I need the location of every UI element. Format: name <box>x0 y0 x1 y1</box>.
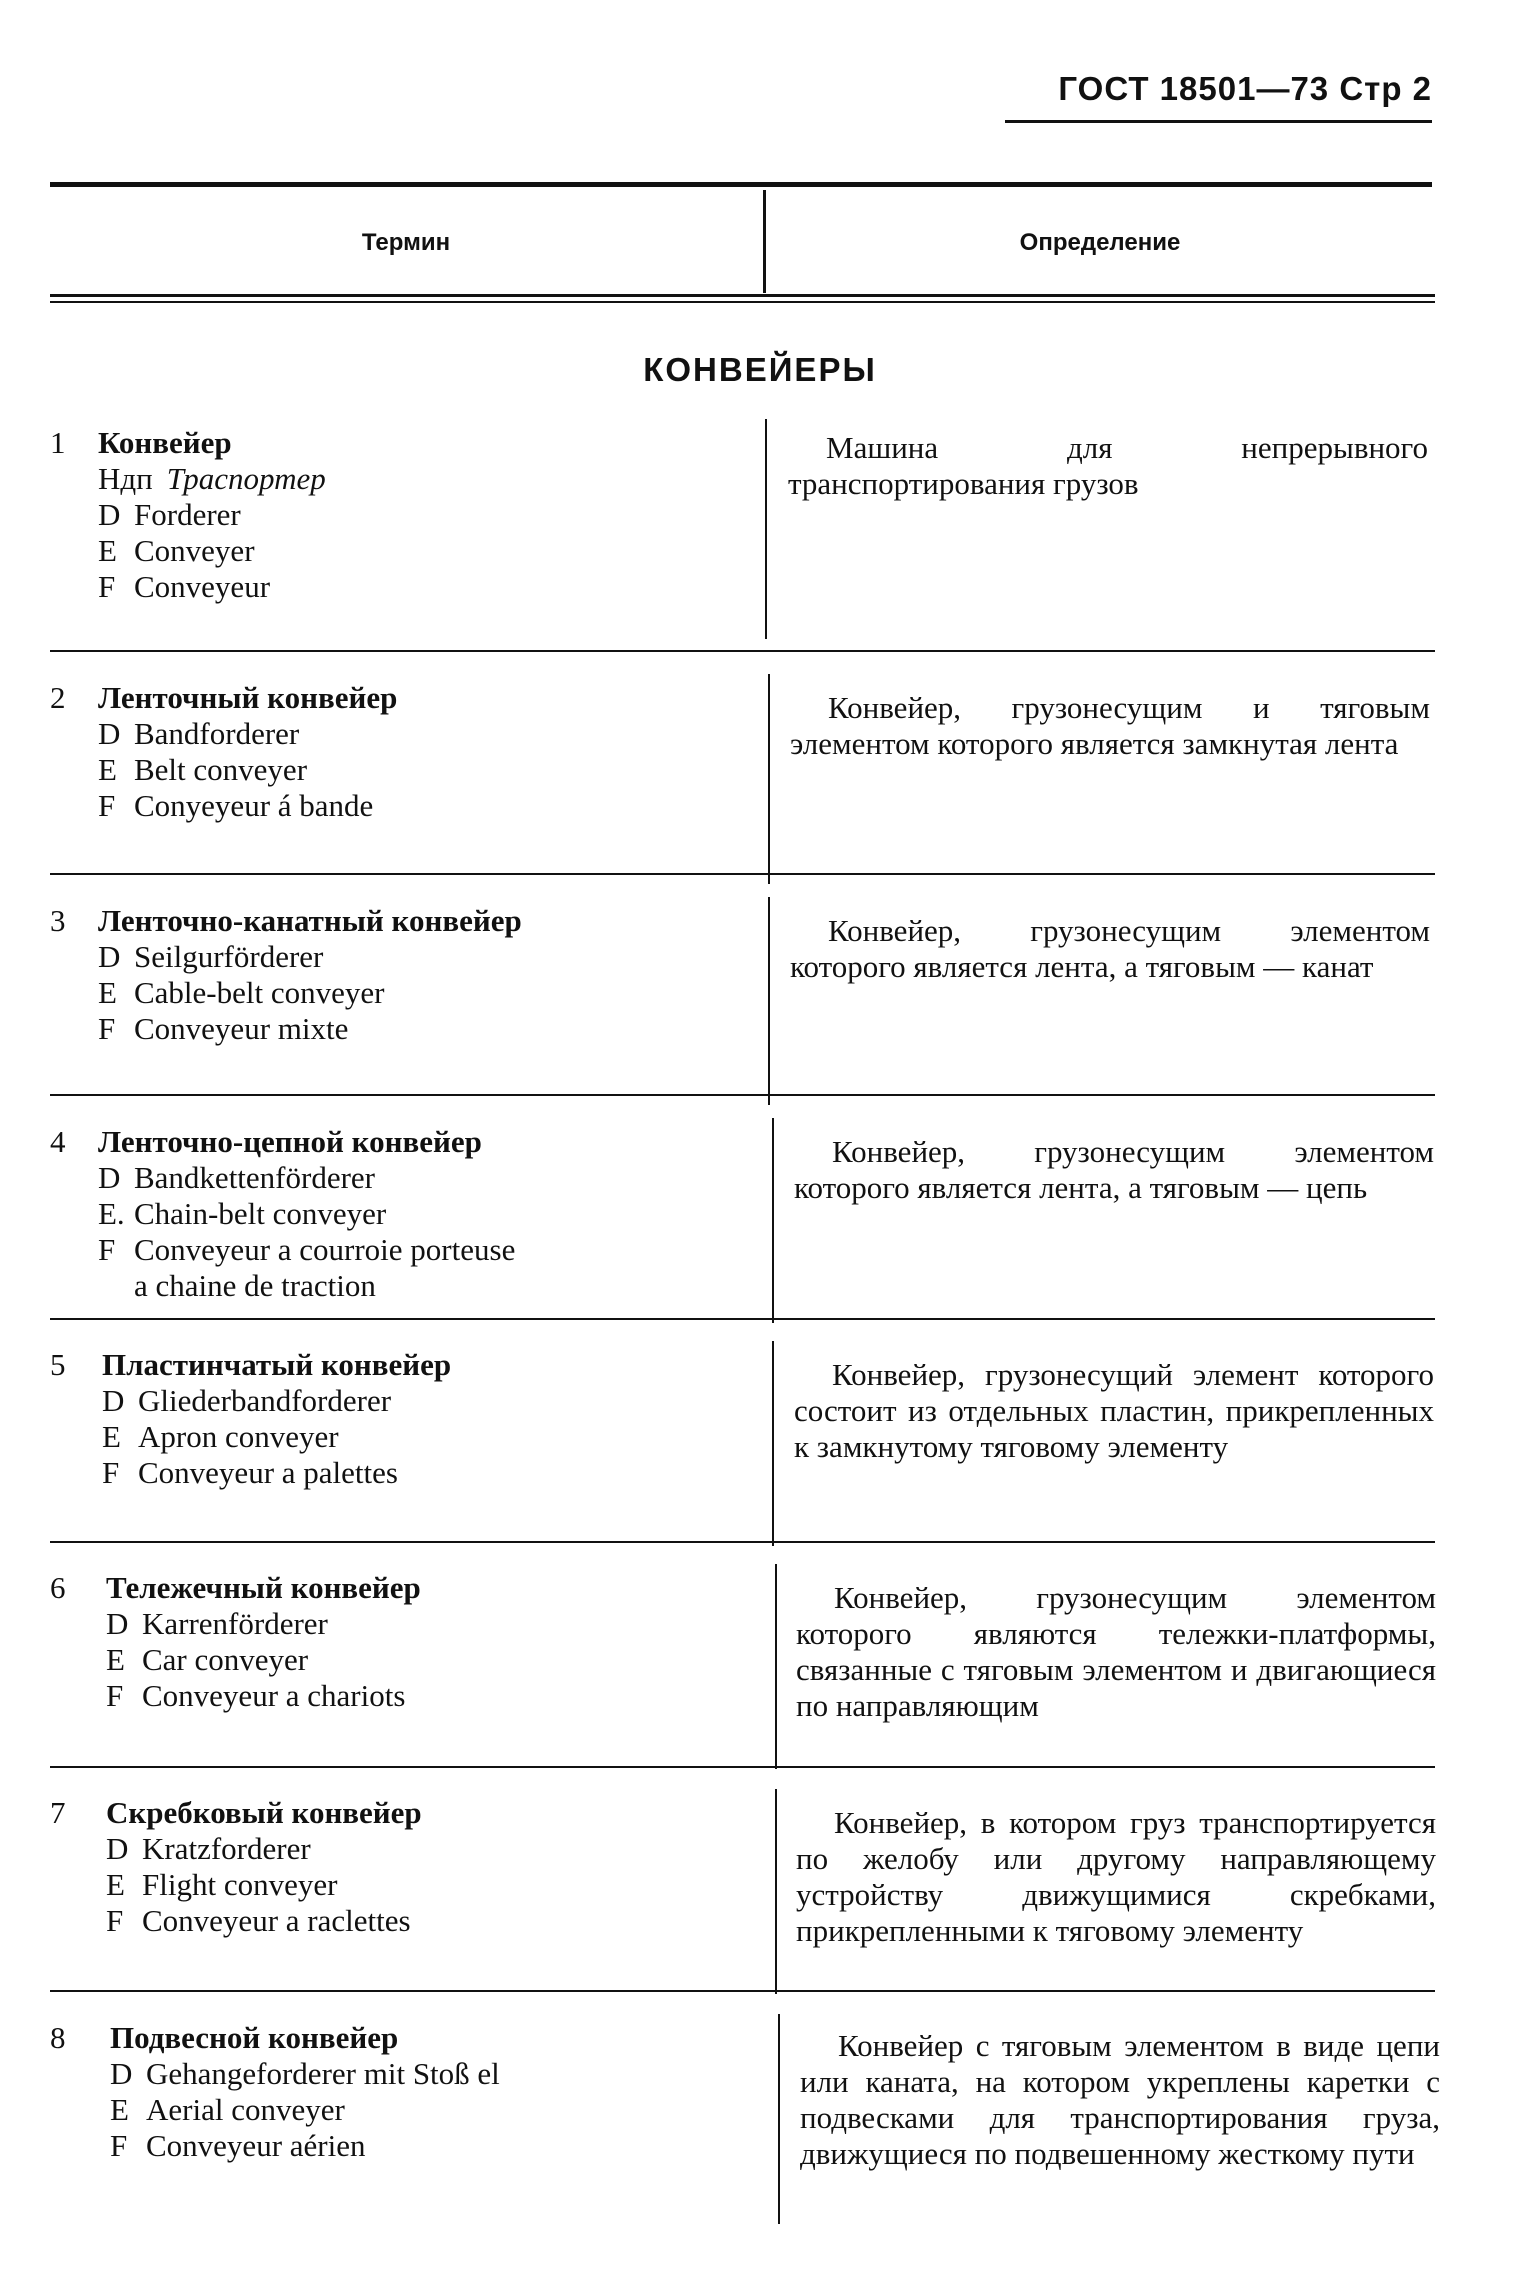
term-translation <box>106 1867 750 1903</box>
term-column <box>50 1347 750 1491</box>
term-translation <box>98 1232 750 1268</box>
translation-text: Karrenförderer <box>142 1606 328 1641</box>
term-column <box>50 1124 750 1304</box>
term-translation <box>98 975 750 1011</box>
translation-text: Conveyeur a palettes <box>138 1455 398 1490</box>
translation-text: Conveyeur a chariots <box>142 1678 406 1713</box>
translation-text: Kratzforderer <box>142 1831 311 1866</box>
term-translation <box>98 461 750 497</box>
language-code: E <box>98 533 117 568</box>
section-title: КОНВЕЙЕРЫ <box>643 351 877 388</box>
term-entry <box>50 1570 1445 1780</box>
language-code: D <box>106 1606 129 1641</box>
term-text-block <box>98 903 750 1047</box>
column-heading-term: Термин <box>361 229 451 256</box>
term-name: Ленточно-цепной конвейер <box>98 1124 482 1159</box>
term-column <box>50 1570 750 1714</box>
translation-text: Gehangeforderer mit Stoß el <box>146 2056 500 2091</box>
term-name: Конвейер <box>98 425 232 460</box>
term-translation <box>98 752 750 788</box>
entry-separator <box>50 1541 1435 1543</box>
definition-text: Конвейер, грузонесущий элемент которого состоит из отдельных пластин, прикрепленных к замкнутому тяговому элементу <box>794 1357 1434 1464</box>
term-number: 8 <box>50 2020 66 2055</box>
language-code: E. <box>98 1196 125 1231</box>
term-translation <box>110 2056 750 2092</box>
term-entry <box>50 425 1445 650</box>
language-code: Ндп <box>98 461 153 496</box>
header-double-rule-a <box>50 294 1435 297</box>
term-text-block <box>98 1124 750 1304</box>
definition-text: Конвейер, грузонесущим элементом которого является лента, а тяговым — цепь <box>794 1134 1434 1205</box>
column-divider <box>772 1118 774 1323</box>
term-name: Ленточно-канатный конвейер <box>98 903 522 938</box>
definition-text: Конвейер, грузонесущим и тяговым элементом которого является замкнутая лента <box>790 690 1430 761</box>
term-translation <box>98 1196 750 1232</box>
translation-text: Bandforderer <box>134 716 300 751</box>
header-column-divider <box>763 190 766 293</box>
language-code: F <box>98 1232 116 1267</box>
translation-text: Conveyer <box>134 533 255 568</box>
language-code: D <box>98 497 121 532</box>
term-text-block <box>106 1570 750 1714</box>
term-number: 7 <box>50 1795 66 1830</box>
term-translation <box>98 939 750 975</box>
column-divider <box>765 419 767 639</box>
term-translation <box>102 1383 750 1419</box>
translation-text: Gliederbandforderer <box>138 1383 392 1418</box>
translation-text: Conveyeur aérien <box>146 2128 366 2163</box>
language-code: F <box>98 788 116 823</box>
translation-text: Conveyeur a raclettes <box>142 1903 411 1938</box>
term-entry <box>50 2020 1445 2235</box>
definition-text: Конвейер с тяговым элементом в виде цепи или каната, на котором укреплены каретки с подвесками для транспортирования груза, движущиеся по подвешенному жесткому пути <box>800 2028 1440 2171</box>
term-text-block <box>98 425 750 605</box>
entry-separator <box>50 1990 1435 1992</box>
term-number: 4 <box>50 1124 66 1159</box>
language-code: D <box>102 1383 125 1418</box>
term-column <box>50 1795 750 1939</box>
term-number: 6 <box>50 1570 66 1605</box>
language-code: D <box>98 716 121 751</box>
term-text-block <box>102 1347 750 1491</box>
term-text-block <box>106 1795 750 1939</box>
header-underline <box>1005 120 1432 123</box>
term-translation <box>102 1455 750 1491</box>
term-column <box>50 425 750 605</box>
column-divider <box>768 674 770 884</box>
term-number: 3 <box>50 903 66 938</box>
term-entry <box>50 1795 1445 2005</box>
definition-text: Машина для непрерывного транспортирования грузов <box>788 430 1428 501</box>
term-name: Тележечный конвейер <box>106 1570 421 1605</box>
term-entry <box>50 1347 1445 1557</box>
translation-text: Flight conveyer <box>142 1867 338 1902</box>
term-translation <box>98 1011 750 1047</box>
term-number: 1 <box>50 425 66 460</box>
translation-text: Belt conveyer <box>134 752 308 787</box>
term-translation <box>98 1160 750 1196</box>
definition-text: Конвейер, грузонесущим элементом которого являются тележки-платформы, связанные с тяговым элементом и двигающиеся по направляющим <box>796 1580 1436 1723</box>
entry-separator <box>50 1318 1435 1320</box>
term-translation <box>98 497 750 533</box>
term-translation <box>106 1606 750 1642</box>
language-code: E <box>98 975 117 1010</box>
term-column <box>50 2020 750 2164</box>
language-code: D <box>110 2056 133 2091</box>
term-name: Пластинчатый конвейер <box>102 1347 452 1382</box>
column-heading-definition: Определение <box>1019 229 1181 256</box>
language-code: F <box>106 1678 124 1713</box>
term-translation <box>106 1678 750 1714</box>
translation-text: Conveyeur <box>134 569 271 604</box>
term-entry <box>50 903 1445 1116</box>
term-text-block <box>110 2020 750 2164</box>
header-double-rule-b <box>50 301 1435 303</box>
term-translation <box>98 716 750 752</box>
table-top-rule <box>50 182 1432 187</box>
term-name: Подвесной конвейер <box>110 2020 399 2055</box>
language-code: F <box>110 2128 128 2163</box>
term-entry <box>50 1124 1445 1334</box>
column-divider <box>775 1789 777 1994</box>
translation-text: Apron conveyer <box>138 1419 339 1454</box>
term-text-block <box>98 680 750 824</box>
term-number: 2 <box>50 680 66 715</box>
term-entry <box>50 680 1445 895</box>
term-translation <box>98 788 750 824</box>
entry-separator <box>50 650 1435 652</box>
column-divider <box>768 897 770 1105</box>
language-code: D <box>98 939 121 974</box>
entry-separator <box>50 1094 1435 1096</box>
term-column <box>50 903 750 1047</box>
term-translation <box>110 2092 750 2128</box>
language-code: D <box>98 1160 121 1195</box>
term-column <box>50 680 750 824</box>
translation-text: Bandkettenförderer <box>134 1160 375 1195</box>
translation-text: a chaine de traction <box>134 1268 376 1303</box>
translation-text: Aerial conveyer <box>146 2092 345 2127</box>
translation-text: Conyeyeur á bande <box>134 788 374 823</box>
language-code: E <box>110 2092 129 2127</box>
translation-text: Forderer <box>134 497 241 532</box>
term-translation <box>106 1903 750 1939</box>
language-code: D <box>106 1831 129 1866</box>
term-translation <box>98 1268 750 1304</box>
column-divider <box>778 2014 780 2224</box>
translation-text: Seilgurförderer <box>134 939 324 974</box>
term-translation <box>106 1831 750 1867</box>
term-name: Скребковый конвейер <box>106 1795 422 1830</box>
term-translation <box>110 2128 750 2164</box>
term-translation <box>98 533 750 569</box>
entry-separator <box>50 873 1435 875</box>
language-code: F <box>102 1455 120 1490</box>
translation-text: Conveyeur mixte <box>134 1011 349 1046</box>
language-code: E <box>106 1642 125 1677</box>
column-divider <box>775 1564 777 1769</box>
translation-text: Chain-belt conveyer <box>134 1196 387 1231</box>
language-code: F <box>106 1903 124 1938</box>
language-code: F <box>98 569 116 604</box>
language-code: F <box>98 1011 116 1046</box>
definition-text: Конвейер, грузонесущим элементом которого является лента, а тяговым — канат <box>790 913 1430 984</box>
language-code: E <box>102 1419 121 1454</box>
column-divider <box>772 1341 774 1546</box>
term-translation <box>106 1642 750 1678</box>
translation-text: Траспортер <box>166 461 326 496</box>
language-code: E <box>106 1867 125 1902</box>
term-number: 5 <box>50 1347 66 1382</box>
translation-text: Car conveyer <box>142 1642 309 1677</box>
term-translation <box>102 1419 750 1455</box>
language-code: E <box>98 752 117 787</box>
entry-separator <box>50 1766 1435 1768</box>
translation-text: Cable-belt conveyer <box>134 975 385 1010</box>
definition-text: Конвейер, в котором груз транспортируется по желобу или другому направляющему устройству движущимися скребками, прикрепленными к тяговому элементу <box>796 1805 1436 1948</box>
translation-text: Conveyeur a courroie porteuse <box>134 1232 516 1267</box>
page-header-code: ГОСТ 18501—73 Стр 2 <box>1058 70 1432 107</box>
term-name: Ленточный конвейер <box>98 680 398 715</box>
term-translation <box>98 569 750 605</box>
